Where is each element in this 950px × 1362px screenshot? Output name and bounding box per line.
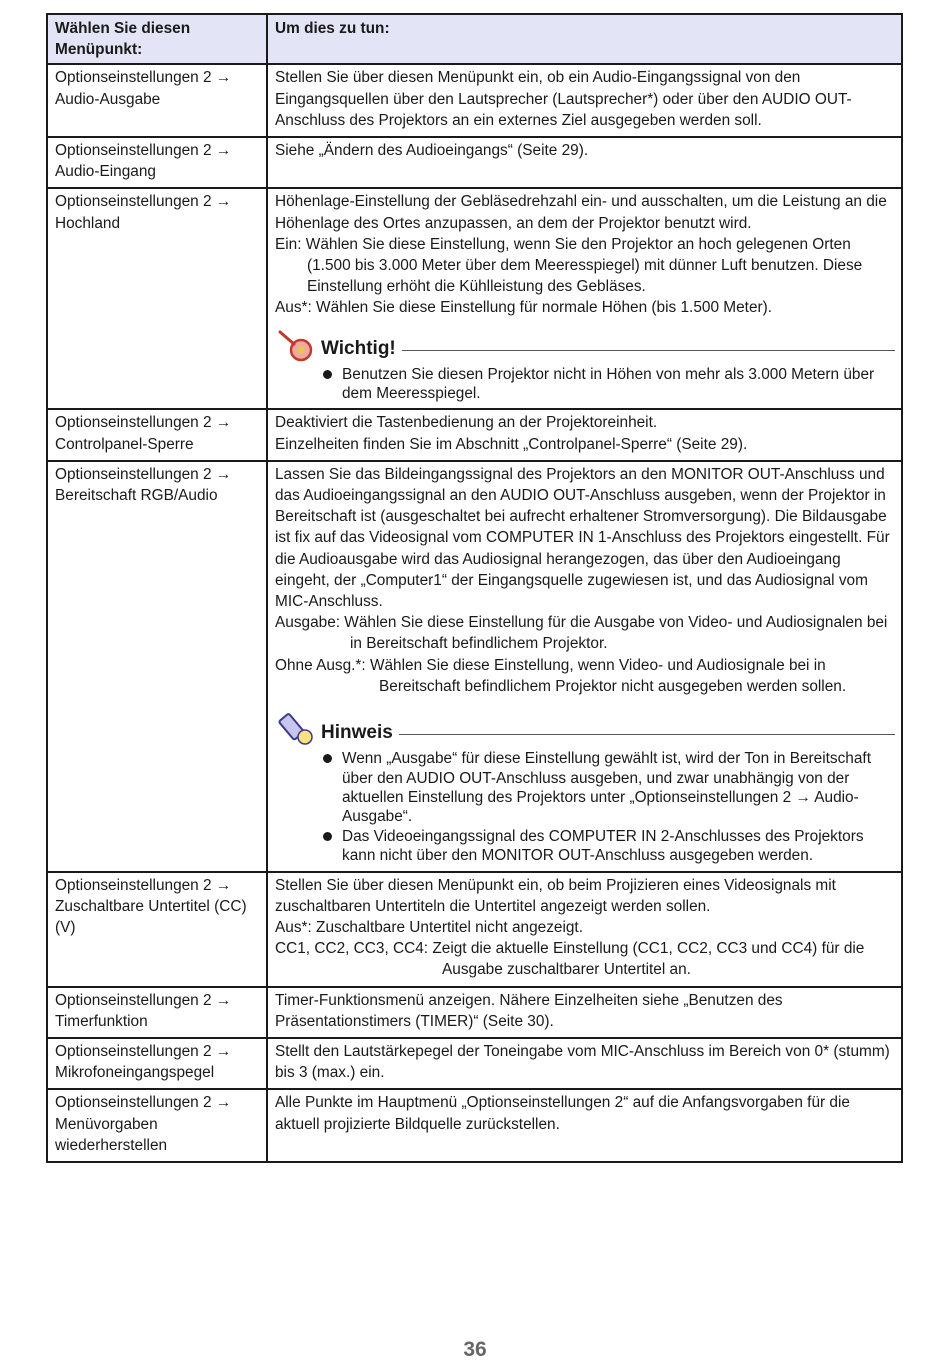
header-action: Um dies zu tun: bbox=[267, 14, 902, 64]
description-cell bbox=[267, 1038, 902, 1089]
important-title: Wichtig! bbox=[321, 338, 396, 360]
menu-item-cell: Optionseinstellungen 2 → Bereitschaft RGB/Audio bbox=[47, 461, 267, 872]
option-ohne-ausgabe: Ohne Ausg.*: Wählen Sie diese Einstellung, wenn Video- und Audiosignale bei in Bereitschaft befindlichem Projektor nicht ausgegeben werden sollen. bbox=[275, 656, 847, 695]
option-ein: Ein: Wählen Sie diese Einstellung, wenn Sie den Projektor an hoch gelegenen Orten (1.500 bis 3.000 Meter über dem Meeresspiegel) mit dünner Luft benutzen. Diese Einstellung erhöht die Kühlleistung des Gebläses. bbox=[275, 235, 863, 296]
description-text: Stellen Sie über diesen Menüpunkt ein, ob beim Projizieren eines Videosignals mit zuschaltbaren Untertiteln die Untertitel angezeigt werden sollen. bbox=[275, 876, 836, 915]
description-text: Stellt den Lautstärkepegel der Toneingabe vom MIC-Anschluss im Bereich von 0* (stumm) bis 3 (max.) ein. bbox=[275, 1042, 890, 1082]
table-row bbox=[47, 137, 902, 188]
hint-note bbox=[275, 717, 895, 865]
list-item: Wenn „Ausgabe“ für diese Einstellung gewählt ist, wird der Ton in Bereitschaft über den AUDIO OUT-Anschluss ausgeben, und zwar unabhängig von der aktuellen Einstellung des Projektors unter „Optionseinstellungen 2 → Audio-Ausgabe“. bbox=[323, 749, 895, 827]
description-cell bbox=[267, 461, 902, 872]
hint-title: Hinweis bbox=[321, 722, 393, 744]
list-item: Benutzen Sie diesen Projektor nicht in Höhen von mehr als 3.000 Metern über dem Meeresspiegel. bbox=[323, 365, 895, 404]
description-text: Timer-Funktionsmenü anzeigen. Nähere Einzelheiten siehe „Benutzen des Präsentationstimers (TIMER)“ (Seite 30). bbox=[275, 991, 783, 1030]
header-menu-item: Wählen Sie diesen Menüpunkt: bbox=[47, 14, 267, 64]
table-row bbox=[47, 461, 902, 872]
table-row bbox=[47, 872, 902, 987]
option-cc: CC1, CC2, CC3, CC4: Zeigt die aktuelle Einstellung (CC1, CC2, CC3 und CC4) für die Ausgabe zuschaltbarer Untertitel an. bbox=[275, 940, 865, 979]
option-aus: Aus*: Zuschaltbare Untertitel nicht angezeigt. bbox=[275, 918, 583, 936]
description-text: Lassen Sie das Bildeingangssignal des Projektors an den MONITOR OUT-Anschluss und das Audioeingangssignal an den AUDIO OUT-Anschluss ausgeben, wenn der Projektor in Bereitschaft ist (ausgeschaltet bei aufrecht erhaltener Stromversorgung). Die Bildausgabe ist fix auf das Videosignal vom COMPUTER IN 1-Anschluss des Projektors eingestellt. Für die Audioausgabe wird das Audiosignal herangezogen, das über den Audioeingang eingeht, der „Computer1“ der Eingangsquelle zugewiesen ist, und das Audiosignal vom MIC-Anschluss. bbox=[275, 465, 890, 611]
option-aus: Aus*: Wählen Sie diese Einstellung für normale Höhen (bis 1.500 Meter). bbox=[275, 299, 773, 317]
menu-item-cell: Optionseinstellungen 2 → Audio-Eingang bbox=[47, 137, 267, 188]
note-pencil-icon bbox=[277, 713, 317, 753]
menu-item-cell: Optionseinstellungen 2 → Controlpanel-Sperre bbox=[47, 409, 267, 460]
description-cell bbox=[267, 188, 902, 409]
description-cell bbox=[267, 64, 902, 137]
table-row bbox=[47, 1089, 902, 1162]
description-text: Deaktiviert die Tastenbedienung an der Projektoreinheit. bbox=[275, 414, 658, 432]
description-text: Alle Punkte im Hauptmenü „Optionseinstellungen 2“ auf die Anfangsvorgaben für die aktuell projizierte Bildquelle zurückstellen. bbox=[275, 1094, 850, 1133]
description-text: Einzelheiten finden Sie im Abschnitt „Controlpanel-Sperre“ (Seite 29). bbox=[275, 435, 748, 453]
menu-item-cell: Optionseinstellungen 2 → Timerfunktion bbox=[47, 987, 267, 1038]
description-cell bbox=[267, 137, 902, 188]
menu-item-cell: Optionseinstellungen 2 → Zuschaltbare Untertitel (CC) (V) bbox=[47, 872, 267, 987]
description-text: Stellen Sie über diesen Menüpunkt ein, ob ein Audio-Eingangssignal von den Eingangsquellen über den Lautsprecher (Lautsprecher*) oder über den AUDIO OUT-Anschluss des Projektors an ein externes Ziel ausgegeben werden soll. bbox=[275, 69, 852, 129]
description-cell bbox=[267, 987, 902, 1038]
table-row bbox=[47, 64, 902, 137]
table-header-row bbox=[47, 14, 902, 64]
menu-item-cell: Optionseinstellungen 2 → Menüvorgaben wiederherstellen bbox=[47, 1089, 267, 1162]
description-cell bbox=[267, 409, 902, 460]
important-icon bbox=[277, 329, 317, 369]
note-divider bbox=[402, 350, 895, 351]
table-row bbox=[47, 987, 902, 1038]
description-text: Siehe „Ändern des Audioeingangs“ (Seite 29). bbox=[275, 142, 589, 160]
option-ausgabe: Ausgabe: Wählen Sie diese Einstellung für die Ausgabe von Video- und Audiosignalen bei in Bereitschaft befindlichem Projektor. bbox=[275, 614, 888, 653]
menu-item-cell: Optionseinstellungen 2 → Audio-Ausgabe bbox=[47, 64, 267, 137]
menu-item-cell: Optionseinstellungen 2 → Hochland bbox=[47, 188, 267, 409]
table-row bbox=[47, 188, 902, 409]
description-cell bbox=[267, 872, 902, 987]
page-number: 36 bbox=[463, 1338, 487, 1361]
table-row bbox=[47, 409, 902, 460]
menu-table bbox=[46, 13, 903, 1163]
description-cell bbox=[267, 1089, 902, 1162]
note-divider bbox=[399, 734, 895, 735]
menu-item-cell: Optionseinstellungen 2 → Mikrofoneingangspegel bbox=[47, 1038, 267, 1089]
list-item: Das Videoeingangssignal des COMPUTER IN 2-Anschlusses des Projektors kann nicht über den MONITOR OUT-Anschluss ausgegeben werden. bbox=[323, 827, 895, 866]
table-row bbox=[47, 1038, 902, 1089]
important-note bbox=[275, 333, 895, 404]
description-text: Höhenlage-Einstellung der Gebläsedrehzahl ein- und ausschalten, um die Leistung an die Höhenlage des Ortes anzupassen, an dem der Projektor benutzt wird. bbox=[275, 193, 887, 232]
